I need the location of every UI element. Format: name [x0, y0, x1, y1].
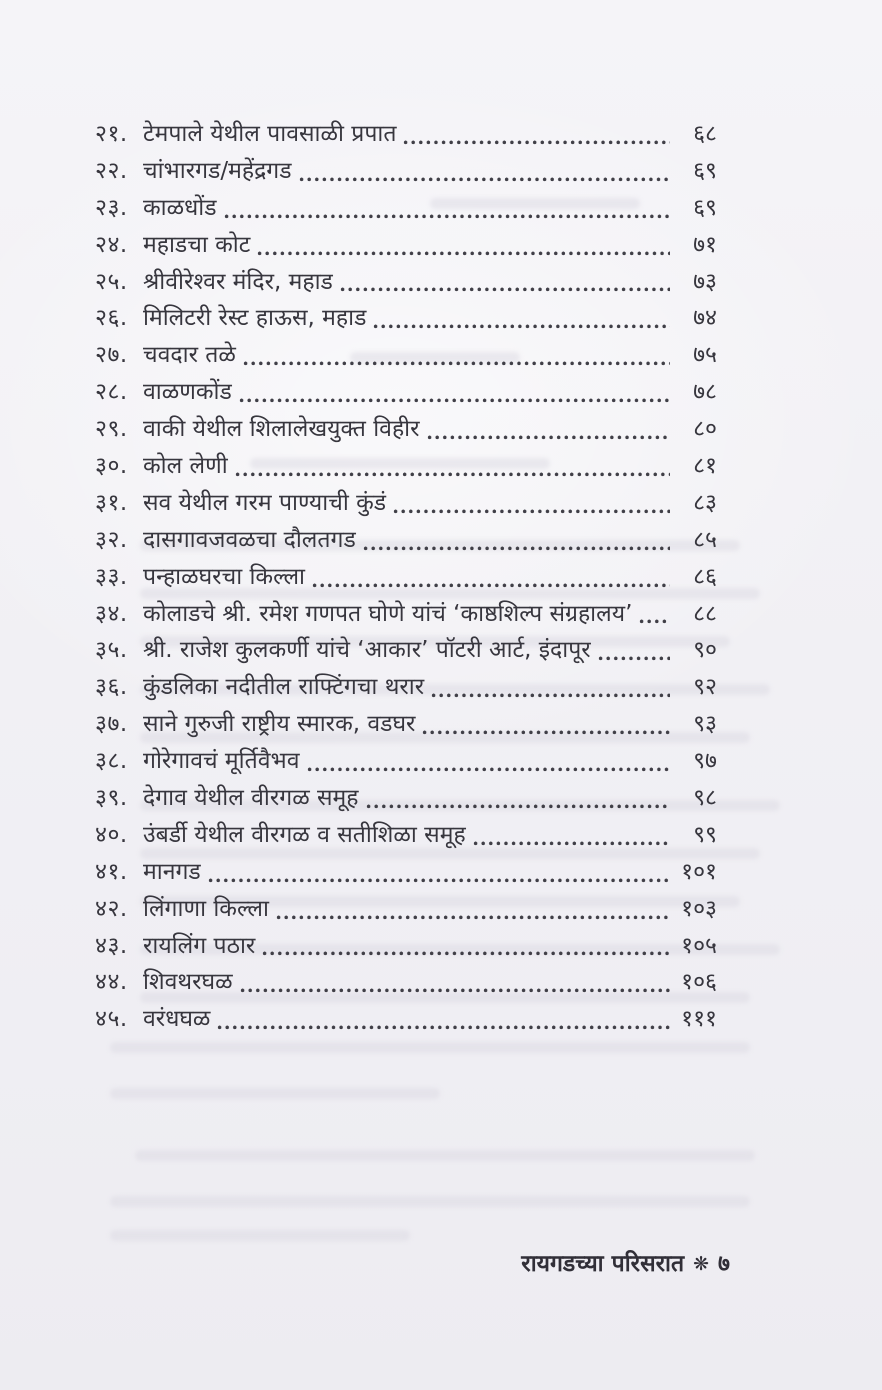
entry-title: शिवथरघळ: [143, 969, 233, 996]
asterisk-icon: ❋: [693, 1253, 710, 1275]
entry-page-number: १०६: [681, 969, 717, 996]
entry-number: ३५.: [95, 637, 128, 664]
toc-entry: [95, 854, 717, 891]
dot-leader: [243, 360, 670, 367]
entry-page-number: ८८: [693, 600, 717, 627]
entry-number: ३६.: [95, 674, 128, 701]
entry-number: २५.: [95, 268, 128, 295]
toc-entry: [95, 116, 717, 153]
toc-entry: [95, 227, 717, 264]
entry-page-number: ८५: [693, 526, 717, 553]
entry-title: कोलाडचे श्री. रमेश गणपत घोणे यांचं ‘काष्ठशिल्प संग्रहालय’: [143, 600, 633, 627]
toc-entry: [95, 485, 717, 522]
dot-leader: [403, 139, 670, 146]
dot-leader: [299, 176, 670, 183]
entry-title: कोल लेणी: [143, 453, 228, 480]
entry-title: लिंगाणा किल्ला: [143, 895, 269, 922]
page-footer: [521, 1246, 730, 1278]
entry-number: ४४.: [95, 969, 128, 996]
toc-entry: [95, 706, 717, 743]
entry-number: ३४.: [95, 600, 128, 627]
dot-leader: [373, 323, 670, 330]
dot-leader: [427, 434, 670, 441]
entry-number: २४.: [95, 231, 128, 258]
footer-book-title: रायगडच्या परिसरात: [521, 1251, 685, 1277]
entry-page-number: ६९: [693, 194, 717, 221]
toc-entry: [95, 559, 717, 596]
toc-entry: [95, 411, 717, 448]
toc-entry: [95, 780, 717, 817]
entry-title: चांभारगड/महेंद्रगड: [143, 157, 292, 184]
entry-title: दासगावजवळचा दौलतगड: [143, 526, 356, 553]
entry-page-number: ८६: [693, 563, 717, 590]
toc-entry: [95, 448, 717, 485]
entry-page-number: १०१: [681, 858, 717, 885]
entry-title: वाळणकोंड: [143, 379, 232, 406]
entry-page-number: ८३: [693, 489, 717, 516]
entry-number: २७.: [95, 342, 128, 369]
dot-leader: [340, 286, 670, 293]
entry-page-number: ७८: [693, 379, 717, 406]
entry-title: कुंडलिका नदीतील राफ्टिंगचा थरार: [143, 674, 425, 701]
entry-title: महाडचा कोट: [143, 231, 251, 258]
entry-number: ४२.: [95, 895, 128, 922]
entry-title: काळधोंड: [143, 194, 217, 221]
dot-leader: [312, 582, 670, 589]
entry-number: ४३.: [95, 932, 128, 959]
entry-number: ४१.: [95, 858, 128, 885]
entry-title: उंबर्डी येथील वीरगळ व सतीशिळा समूह: [143, 821, 466, 848]
entry-page-number: १११: [681, 1006, 717, 1033]
toc-entry: [95, 964, 717, 1001]
entry-page-number: १०३: [681, 895, 717, 922]
dot-leader: [422, 729, 670, 736]
entry-number: ३०.: [95, 453, 128, 480]
dot-leader: [208, 877, 670, 884]
entry-page-number: ७१: [693, 231, 717, 258]
dot-leader: [257, 250, 670, 257]
dot-leader: [224, 213, 670, 220]
entry-page-number: ६९: [693, 157, 717, 184]
toc-entry: [95, 1001, 717, 1038]
entry-number: २१.: [95, 121, 128, 147]
entry-page-number: ९७: [693, 748, 717, 775]
toc-entry: [95, 928, 717, 965]
dot-leader: [598, 655, 670, 662]
toc-entry: [95, 337, 717, 374]
entry-number: २८.: [95, 379, 128, 406]
entry-page-number: ९०: [693, 637, 717, 664]
dot-leader: [307, 766, 671, 773]
dot-leader: [366, 803, 670, 810]
entry-page-number: १०५: [681, 932, 717, 959]
entry-number: ३२.: [95, 526, 128, 553]
table-of-contents: [95, 116, 717, 1038]
entry-title: सव येथील गरम पाण्याची कुंडं: [143, 489, 387, 516]
entry-number: ३१.: [95, 489, 128, 516]
dot-leader: [473, 840, 670, 847]
entry-title: गोरेगावचं मूर्तिवैभव: [143, 748, 300, 775]
toc-entry: [95, 374, 717, 411]
entry-number: २२.: [95, 157, 128, 184]
entry-page-number: ९९: [693, 821, 717, 848]
toc-entry: [95, 632, 717, 669]
entry-page-number: ९३: [693, 711, 717, 738]
entry-page-number: ७४: [693, 305, 717, 332]
entry-page-number: ९८: [693, 785, 717, 812]
entry-number: ३९.: [95, 785, 128, 812]
entry-page-number: ८१: [693, 453, 717, 480]
toc-entry: [95, 300, 717, 337]
entry-number: २३.: [95, 194, 128, 221]
entry-page-number: ९२: [693, 674, 717, 701]
toc-entry: [95, 891, 717, 928]
entry-title: साने गुरुजी राष्ट्रीय स्मारक, वडघर: [143, 711, 416, 738]
entry-number: ३३.: [95, 563, 128, 590]
entry-number: २९.: [95, 416, 128, 443]
entry-title: टेमपाले येथील पावसाळी प्रपात: [143, 121, 397, 147]
dot-leader: [239, 397, 670, 404]
toc-entry: [95, 264, 717, 301]
dot-leader: [262, 950, 670, 957]
entry-page-number: ७५: [693, 342, 717, 369]
entry-title: पन्हाळघरचा किल्ला: [143, 563, 306, 590]
entry-title: श्री. राजेश कुलकर्णी यांचे ‘आकार’ पॉटरी आर्ट, इंदापूर: [143, 637, 591, 664]
entry-title: वरंधघळ: [143, 1006, 211, 1033]
toc-entry: [95, 817, 717, 854]
dot-leader: [235, 471, 670, 478]
entry-title: श्रीवीरेश्वर मंदिर, महाड: [143, 268, 333, 295]
entry-title: मानगड: [143, 858, 201, 885]
toc-entry: [95, 153, 717, 190]
entry-title: चवदार तळे: [143, 342, 236, 369]
toc-entry: [95, 522, 717, 559]
toc-entry: [95, 743, 717, 780]
entry-number: ४५.: [95, 1006, 128, 1033]
entry-title: देगाव येथील वीरगळ समूह: [143, 785, 359, 812]
entry-title: रायलिंग पठार: [143, 932, 256, 959]
toc-entry: [95, 669, 717, 706]
entry-number: ३७.: [95, 711, 128, 738]
entry-page-number: ६८: [693, 121, 717, 147]
dot-leader: [393, 508, 670, 515]
entry-number: ३८.: [95, 748, 128, 775]
dot-leader: [363, 545, 670, 552]
entry-number: २६.: [95, 305, 128, 332]
dot-leader: [639, 618, 670, 625]
entry-number: ४०.: [95, 821, 128, 848]
dot-leader: [217, 1024, 670, 1031]
entry-page-number: ८०: [693, 416, 717, 443]
entry-title: वाकी येथील शिलालेखयुक्त विहीर: [143, 416, 420, 443]
entry-title: मिलिटरी रेस्ट हाऊस, महाड: [143, 305, 367, 332]
toc-entry: [95, 596, 717, 633]
entry-page-number: ७३: [693, 268, 717, 295]
dot-leader: [240, 987, 670, 994]
footer-page-number: ७: [718, 1251, 730, 1277]
toc-entry: [95, 190, 717, 227]
dot-leader: [431, 692, 670, 699]
dot-leader: [276, 914, 670, 921]
